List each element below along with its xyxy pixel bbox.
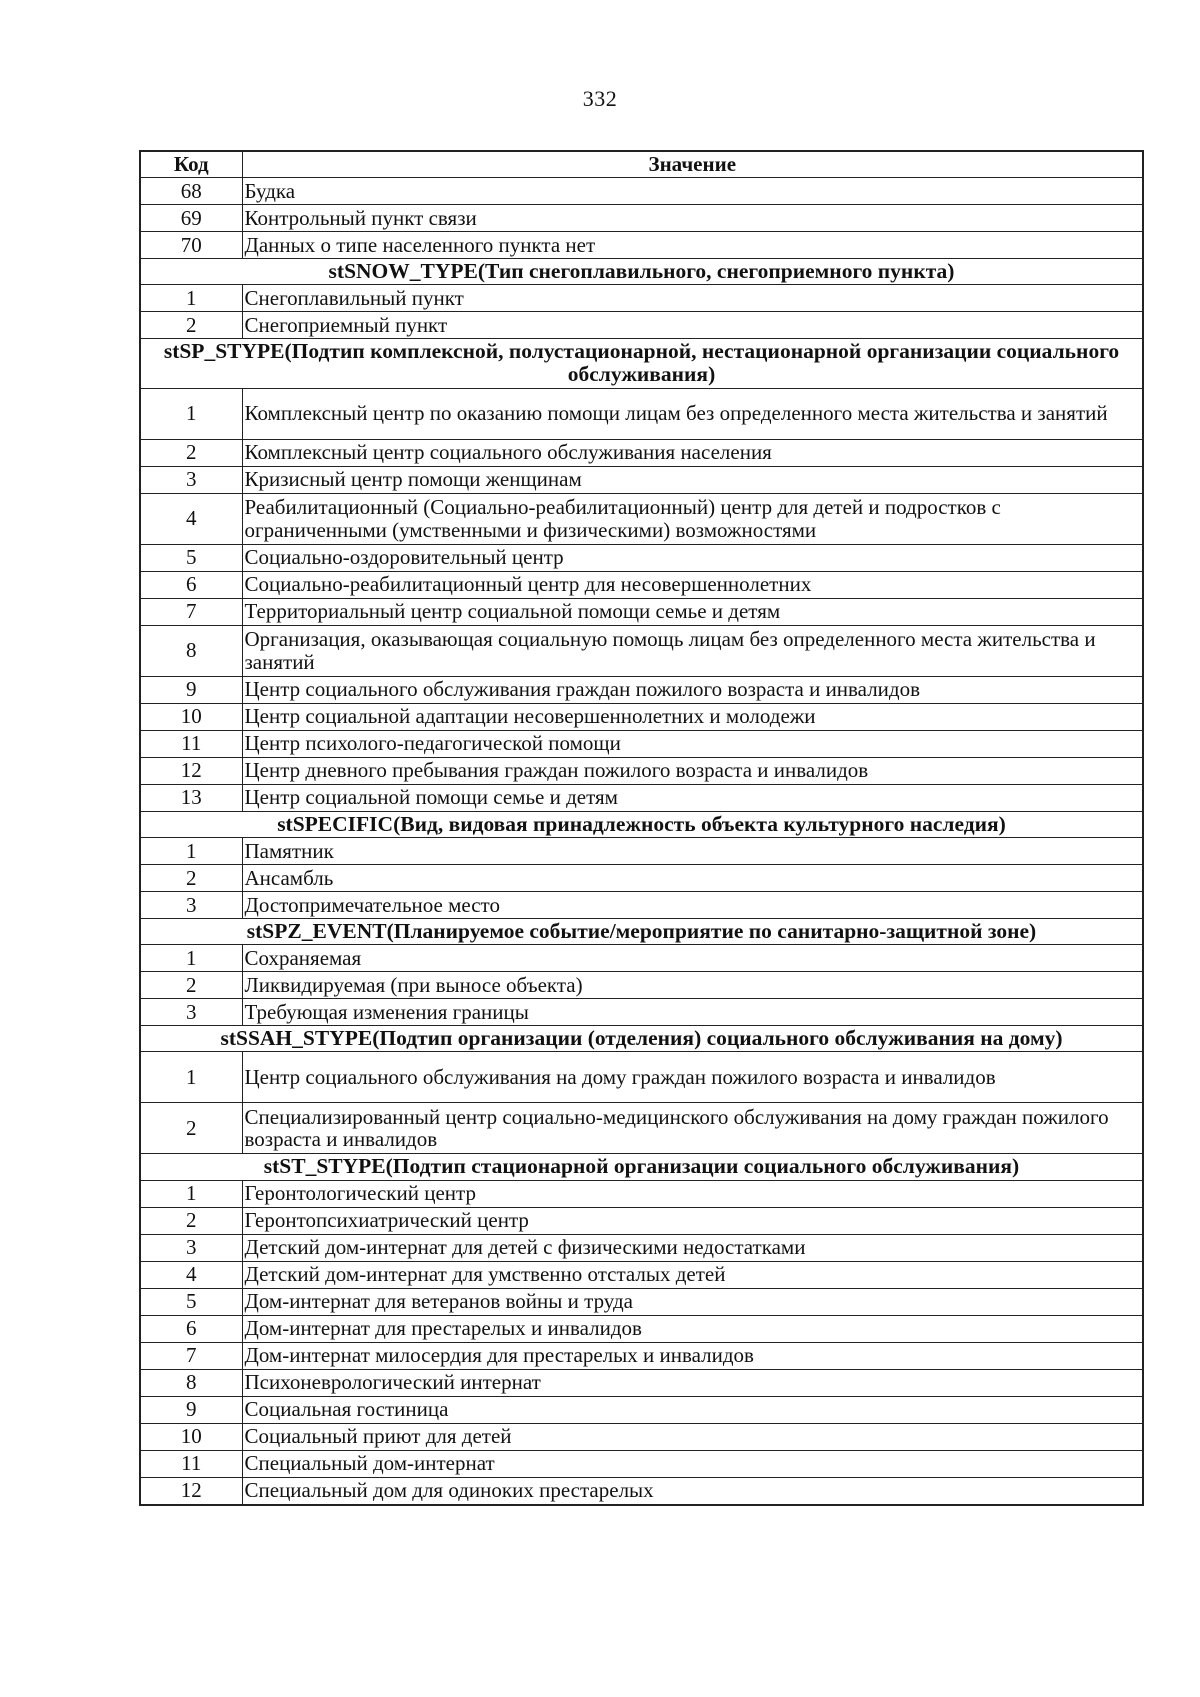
row-code: 8 bbox=[140, 625, 242, 676]
row-code: 8 bbox=[140, 1369, 242, 1396]
table-row bbox=[140, 676, 1143, 703]
row-code: 5 bbox=[140, 544, 242, 571]
table-row bbox=[140, 1052, 1143, 1103]
row-code: 70 bbox=[140, 232, 242, 259]
table-row bbox=[140, 1103, 1143, 1154]
row-value: Геронтопсихиатрический центр bbox=[242, 1207, 1143, 1234]
row-code: 7 bbox=[140, 1342, 242, 1369]
row-code: 7 bbox=[140, 598, 242, 625]
row-code: 2 bbox=[140, 439, 242, 466]
row-value: Центр психолого-педагогической помощи bbox=[242, 730, 1143, 757]
row-value: Социальный приют для детей bbox=[242, 1423, 1143, 1450]
row-code: 12 bbox=[140, 757, 242, 784]
table-row bbox=[140, 730, 1143, 757]
row-value: Достопримечательное место bbox=[242, 891, 1143, 918]
row-code: 3 bbox=[140, 1234, 242, 1261]
row-value: Детский дом-интернат для детей с физическими недостатками bbox=[242, 1234, 1143, 1261]
section-header-row bbox=[140, 339, 1143, 388]
row-code: 3 bbox=[140, 466, 242, 493]
row-value: Кризисный центр помощи женщинам bbox=[242, 466, 1143, 493]
table-row bbox=[140, 1342, 1143, 1369]
row-value: Центр социального обслуживания граждан пожилого возраста и инвалидов bbox=[242, 676, 1143, 703]
table-row bbox=[140, 945, 1143, 972]
table-body bbox=[140, 178, 1143, 1505]
row-code: 4 bbox=[140, 1261, 242, 1288]
table-row bbox=[140, 571, 1143, 598]
table-header-row bbox=[140, 151, 1143, 178]
row-code: 2 bbox=[140, 1103, 242, 1154]
row-code: 6 bbox=[140, 571, 242, 598]
row-value: Комплексный центр социального обслуживания населения bbox=[242, 439, 1143, 466]
table-row bbox=[140, 784, 1143, 811]
table-row bbox=[140, 1423, 1143, 1450]
row-value: Будка bbox=[242, 178, 1143, 205]
table-row bbox=[140, 999, 1143, 1026]
row-value: Требующая изменения границы bbox=[242, 999, 1143, 1026]
row-value: Психоневрологический интернат bbox=[242, 1369, 1143, 1396]
table-row bbox=[140, 1477, 1143, 1505]
table-row bbox=[140, 388, 1143, 439]
code-table bbox=[139, 150, 1144, 1506]
row-value: Социальная гостиница bbox=[242, 1396, 1143, 1423]
section-title: stSNOW_TYPE(Тип снегоплавильного, снегоприемного пункта) bbox=[140, 259, 1143, 285]
section-title: stSP_STYPE(Подтип комплексной, полустационарной, нестационарной организации социального обслуживания) bbox=[140, 339, 1143, 388]
table-row bbox=[140, 1288, 1143, 1315]
table-row bbox=[140, 757, 1143, 784]
row-code: 10 bbox=[140, 1423, 242, 1450]
row-code: 6 bbox=[140, 1315, 242, 1342]
row-value: Центр социальной помощи семье и детям bbox=[242, 784, 1143, 811]
row-code: 2 bbox=[140, 864, 242, 891]
table-row bbox=[140, 837, 1143, 864]
row-code: 1 bbox=[140, 285, 242, 312]
row-value: Центр социального обслуживания на дому граждан пожилого возраста и инвалидов bbox=[242, 1052, 1143, 1103]
section-header-row bbox=[140, 1154, 1143, 1180]
table-row bbox=[140, 1396, 1143, 1423]
section-title: stST_STYPE(Подтип стационарной организации социального обслуживания) bbox=[140, 1154, 1143, 1180]
table-row bbox=[140, 891, 1143, 918]
row-value: Социально-оздоровительный центр bbox=[242, 544, 1143, 571]
section-header-row bbox=[140, 918, 1143, 944]
table-row bbox=[140, 493, 1143, 544]
row-code: 1 bbox=[140, 1052, 242, 1103]
table-row bbox=[140, 1207, 1143, 1234]
table-row bbox=[140, 703, 1143, 730]
row-code: 1 bbox=[140, 388, 242, 439]
table-row bbox=[140, 1180, 1143, 1207]
row-code: 2 bbox=[140, 312, 242, 339]
row-code: 13 bbox=[140, 784, 242, 811]
table-row bbox=[140, 972, 1143, 999]
row-code: 11 bbox=[140, 1450, 242, 1477]
table-row bbox=[140, 1315, 1143, 1342]
row-value: Специальный дом для одиноких престарелых bbox=[242, 1477, 1143, 1505]
row-value: Снегоприемный пункт bbox=[242, 312, 1143, 339]
row-code: 11 bbox=[140, 730, 242, 757]
row-code: 4 bbox=[140, 493, 242, 544]
row-value: Социально-реабилитационный центр для несовершеннолетних bbox=[242, 571, 1143, 598]
row-value: Дом-интернат для престарелых и инвалидов bbox=[242, 1315, 1143, 1342]
table-row bbox=[140, 1450, 1143, 1477]
table-row bbox=[140, 205, 1143, 232]
row-code: 9 bbox=[140, 1396, 242, 1423]
row-value: Специальный дом-интернат bbox=[242, 1450, 1143, 1477]
row-value: Комплексный центр по оказанию помощи лицам без определенного места жительства и занятий bbox=[242, 388, 1143, 439]
table-row bbox=[140, 625, 1143, 676]
row-value: Ансамбль bbox=[242, 864, 1143, 891]
row-value: Реабилитационный (Социально-реабилитационный) центр для детей и подростков с ограниченными (умственными и физическими) возможностями bbox=[242, 493, 1143, 544]
section-header-row bbox=[140, 1026, 1143, 1052]
row-code: 12 bbox=[140, 1477, 242, 1505]
row-value: Ликвидируемая (при выносе объекта) bbox=[242, 972, 1143, 999]
row-code: 5 bbox=[140, 1288, 242, 1315]
row-value: Организация, оказывающая социальную помощь лицам без определенного места жительства и занятий bbox=[242, 625, 1143, 676]
table-row bbox=[140, 232, 1143, 259]
row-value: Дом-интернат милосердия для престарелых и инвалидов bbox=[242, 1342, 1143, 1369]
table-row bbox=[140, 466, 1143, 493]
table-row bbox=[140, 285, 1143, 312]
row-code: 68 bbox=[140, 178, 242, 205]
row-code: 1 bbox=[140, 837, 242, 864]
header-code: Код bbox=[140, 151, 242, 178]
row-code: 9 bbox=[140, 676, 242, 703]
table-row bbox=[140, 312, 1143, 339]
table-row bbox=[140, 178, 1143, 205]
row-code: 1 bbox=[140, 1180, 242, 1207]
row-value: Геронтологический центр bbox=[242, 1180, 1143, 1207]
row-value: Данных о типе населенного пункта нет bbox=[242, 232, 1143, 259]
row-code: 1 bbox=[140, 945, 242, 972]
row-value: Центр социальной адаптации несовершеннолетних и молодежи bbox=[242, 703, 1143, 730]
row-value: Дом-интернат для ветеранов войны и труда bbox=[242, 1288, 1143, 1315]
row-value: Контрольный пункт связи bbox=[242, 205, 1143, 232]
table-row bbox=[140, 439, 1143, 466]
row-value: Сохраняемая bbox=[242, 945, 1143, 972]
table-row bbox=[140, 1234, 1143, 1261]
row-code: 3 bbox=[140, 891, 242, 918]
table-row bbox=[140, 864, 1143, 891]
row-code: 2 bbox=[140, 1207, 242, 1234]
row-value: Территориальный центр социальной помощи семье и детям bbox=[242, 598, 1143, 625]
row-code: 3 bbox=[140, 999, 242, 1026]
header-value: Значение bbox=[242, 151, 1143, 178]
table-row bbox=[140, 598, 1143, 625]
section-title: stSPZ_EVENT(Планируемое событие/мероприятие по санитарно-защитной зоне) bbox=[140, 918, 1143, 944]
row-value: Детский дом-интернат для умственно отсталых детей bbox=[242, 1261, 1143, 1288]
section-title: stSSAH_STYPE(Подтип организации (отделения) социального обслуживания на дому) bbox=[140, 1026, 1143, 1052]
row-code: 10 bbox=[140, 703, 242, 730]
table-row bbox=[140, 1261, 1143, 1288]
row-code: 69 bbox=[140, 205, 242, 232]
page-number: 332 bbox=[582, 86, 618, 111]
row-value: Памятник bbox=[242, 837, 1143, 864]
section-header-row bbox=[140, 259, 1143, 285]
section-header-row bbox=[140, 811, 1143, 837]
section-title: stSPECIFIC(Вид, видовая принадлежность объекта культурного наследия) bbox=[140, 811, 1143, 837]
table-row bbox=[140, 1369, 1143, 1396]
row-value: Снегоплавильный пункт bbox=[242, 285, 1143, 312]
table-row bbox=[140, 544, 1143, 571]
row-value: Специализированный центр социально-медицинского обслуживания на дому граждан пожилого возраста и инвалидов bbox=[242, 1103, 1143, 1154]
row-value: Центр дневного пребывания граждан пожилого возраста и инвалидов bbox=[242, 757, 1143, 784]
row-code: 2 bbox=[140, 972, 242, 999]
